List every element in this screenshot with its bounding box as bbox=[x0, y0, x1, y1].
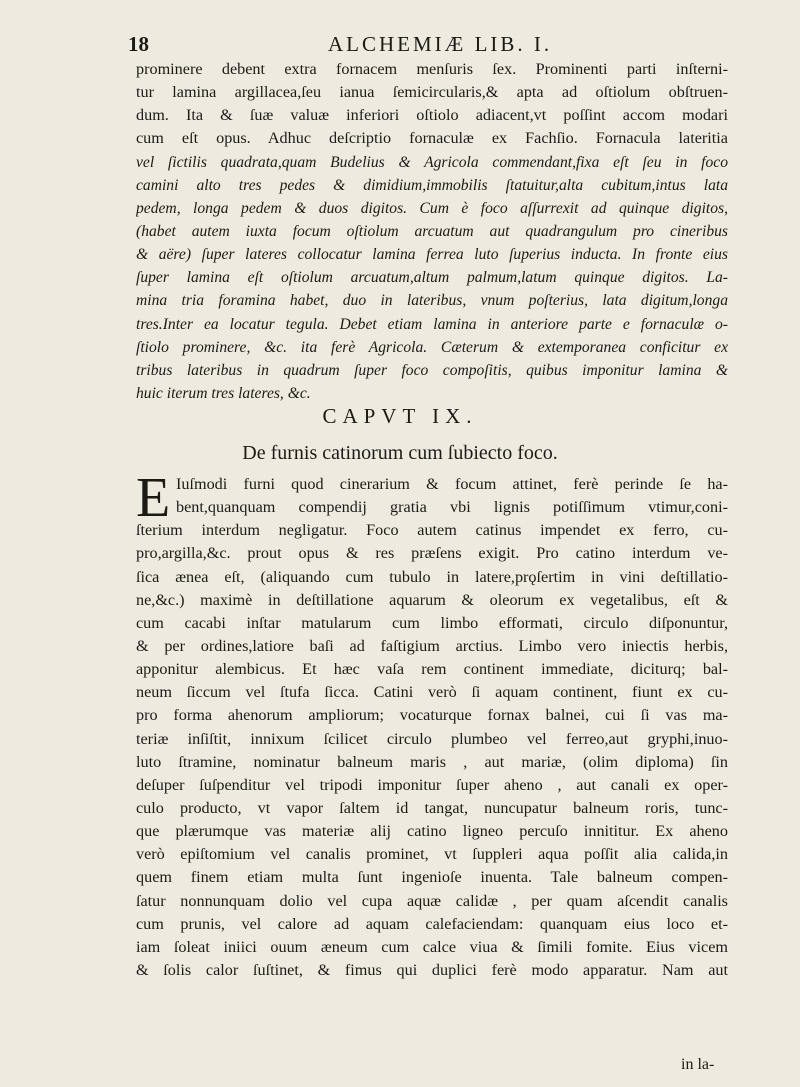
text-line: (habet autem iuxta focum oſtiolum arcuatum aut quadrangulum pro cineribus bbox=[136, 223, 728, 241]
catchword: in la- bbox=[681, 1056, 715, 1073]
text-line: Iuſmodi furni quod cinerarium & focum attinet, ferè perinde ſe ha- bbox=[176, 475, 728, 493]
text-line: cum prunis, vel calore ad aquam calefaciendam: quanquam eius loco et- bbox=[136, 914, 728, 933]
text-line: camini alto tres pedes & dimidium,immobilis ſtatuitur,alta cubitum,intus lata bbox=[136, 176, 728, 194]
drop-capital: E bbox=[136, 467, 171, 529]
running-title: ALCHEMIÆ LIB. I. bbox=[328, 32, 553, 56]
text-line: dum. Ita & ſuæ valuæ inferiori oſtiolo adiacent,vt poſſint accom modari bbox=[136, 106, 728, 125]
text-line: mina tria foramina habet, duo in lateribus, vnum poſterius, lata digitum,longa bbox=[136, 292, 728, 310]
text-line: teriæ inſiſtit, innixum ſcilicet circulo plumbeo vel ferreo,aut gryphi,inuo- bbox=[136, 729, 728, 748]
text-line: ſica ænea eſt, (aliquando cum tubulo in latere,prǫſertim in vini deſtillatio- bbox=[136, 567, 728, 586]
text-line: quem finem etiam multa ſunt ingenioſe inuenta. Tale balneum compen- bbox=[136, 868, 728, 887]
text-line: culo producto, vt vapor ſaltem id tangat, nuncupatur balneum roris, tunc- bbox=[136, 798, 728, 817]
running-head bbox=[128, 32, 728, 58]
text-line: & ſolis calor ſuſtinet, & fimus qui duplici ferè modo apparatur. Nam aut bbox=[136, 960, 728, 979]
text-line: pedem, longa pedem & duos digitos. Cum è foco aſſurrexit ad quinque digitos, bbox=[136, 199, 728, 217]
text-line: neum ſiccum vel ſtufa ſicca. Catini verò ſi aquam continent, fiunt ex cu- bbox=[136, 683, 728, 702]
text-line: apponitur alembicus. Et hæc vaſa rem continent immediate, diciturq; bal- bbox=[136, 660, 728, 679]
text-line: ſatur nonnunquam dolio vel cupa aquæ calidæ , per quam aſcendit canalis bbox=[136, 891, 728, 910]
italic-quotation bbox=[136, 151, 728, 406]
text-line: iam ſoleat iniici ouum æneum cum calce viua & ſimili fomite. Eius vicem bbox=[136, 937, 728, 956]
text-line: que plærumque vas materiæ alij catino ligneo percuſo innititur. Ex aheno bbox=[136, 822, 728, 841]
page-number: 18 bbox=[128, 32, 149, 56]
text-line: huic iterum tres lateres, &c. bbox=[136, 385, 311, 402]
text-line: cum eſt opus. Adhuc deſcriptio fornaculæ ex Fachſio. Fornacula lateritia bbox=[136, 129, 728, 148]
text-line: deſuper ſuſpenditur vel tripodi imponitur ſuper aheno , aut canali ex oper- bbox=[136, 775, 728, 794]
text-line: tur lamina argillacea,ſeu ianua ſemicircularis,& apta ad oſtiolum obſtruen- bbox=[136, 83, 728, 102]
text-line: bent,quanquam compendij gratia vbi lignis potiſſimum vtimur,coni- bbox=[176, 498, 728, 517]
text-line: & per ordines,latiore baſi ad faſtigium arctius. Limbo vero iniectis herbis, bbox=[136, 636, 728, 655]
text-line: ne,&c.) maximè in deſtillatione aquarum & oleorum ex vegetalibus, eſt & bbox=[136, 590, 728, 609]
paragraph-1 bbox=[136, 58, 728, 151]
text-line: ſtiolo prominere, &c. ita ferè Agricola. Cæterum & extemporanea conficitur ex bbox=[136, 338, 728, 356]
text-line: luto ſtramine, nominatur balneum maris , aut mariæ, (olim diploma) ſin bbox=[136, 752, 728, 771]
text-line: tribus lateribus in quadrum ſuper foco compoſitis, quibus imponitur lamina & bbox=[136, 361, 728, 379]
chapter-title: De furnis catinorum cum ſubiecto foco. bbox=[242, 442, 558, 464]
chapter-number: CAPVT IX. bbox=[322, 404, 478, 428]
text-line: verò epiſtomium vel canalis prominet, vt ſuppleri aqua poſſit alia calida,in bbox=[136, 845, 728, 864]
text-line: ſterium interdum negligatur. Foco autem catinus impendet ex ferro, cu- bbox=[136, 521, 728, 540]
text-line: prominere debent extra fornacem menſuris ſex. Prominenti parti inſterni- bbox=[136, 60, 728, 78]
text-line: pro forma ahenorum ampliorum; vocaturque fornax balnei, cui ſi vas ma- bbox=[136, 706, 728, 725]
paragraph-3 bbox=[136, 473, 728, 982]
text-line: vel ſictilis quadrata,quam Budelius & Agricola commendant,fixa eſt ſeu in foco bbox=[136, 153, 728, 171]
text-line: ſuper lamina eſt oſtiolum arcuatum,altum palmum,latum quinque digitos. La- bbox=[136, 269, 728, 287]
text-line: cum cacabi inſtar matularum cum limbo efformati, circulo diſponuntur, bbox=[136, 613, 728, 632]
text-line: & aëre) ſuper lateres collocatur lamina ferrea luto ſuperius inducta. In fronte eius bbox=[136, 246, 728, 264]
text-line: pro,argilla,&c. prout opus & res præſens exigit. Pro catino interdum ve- bbox=[136, 544, 728, 563]
text-line: tres.Inter ea locatur tegula. Debet etiam lamina in anteriore parte e fornaculæ o- bbox=[136, 315, 728, 333]
